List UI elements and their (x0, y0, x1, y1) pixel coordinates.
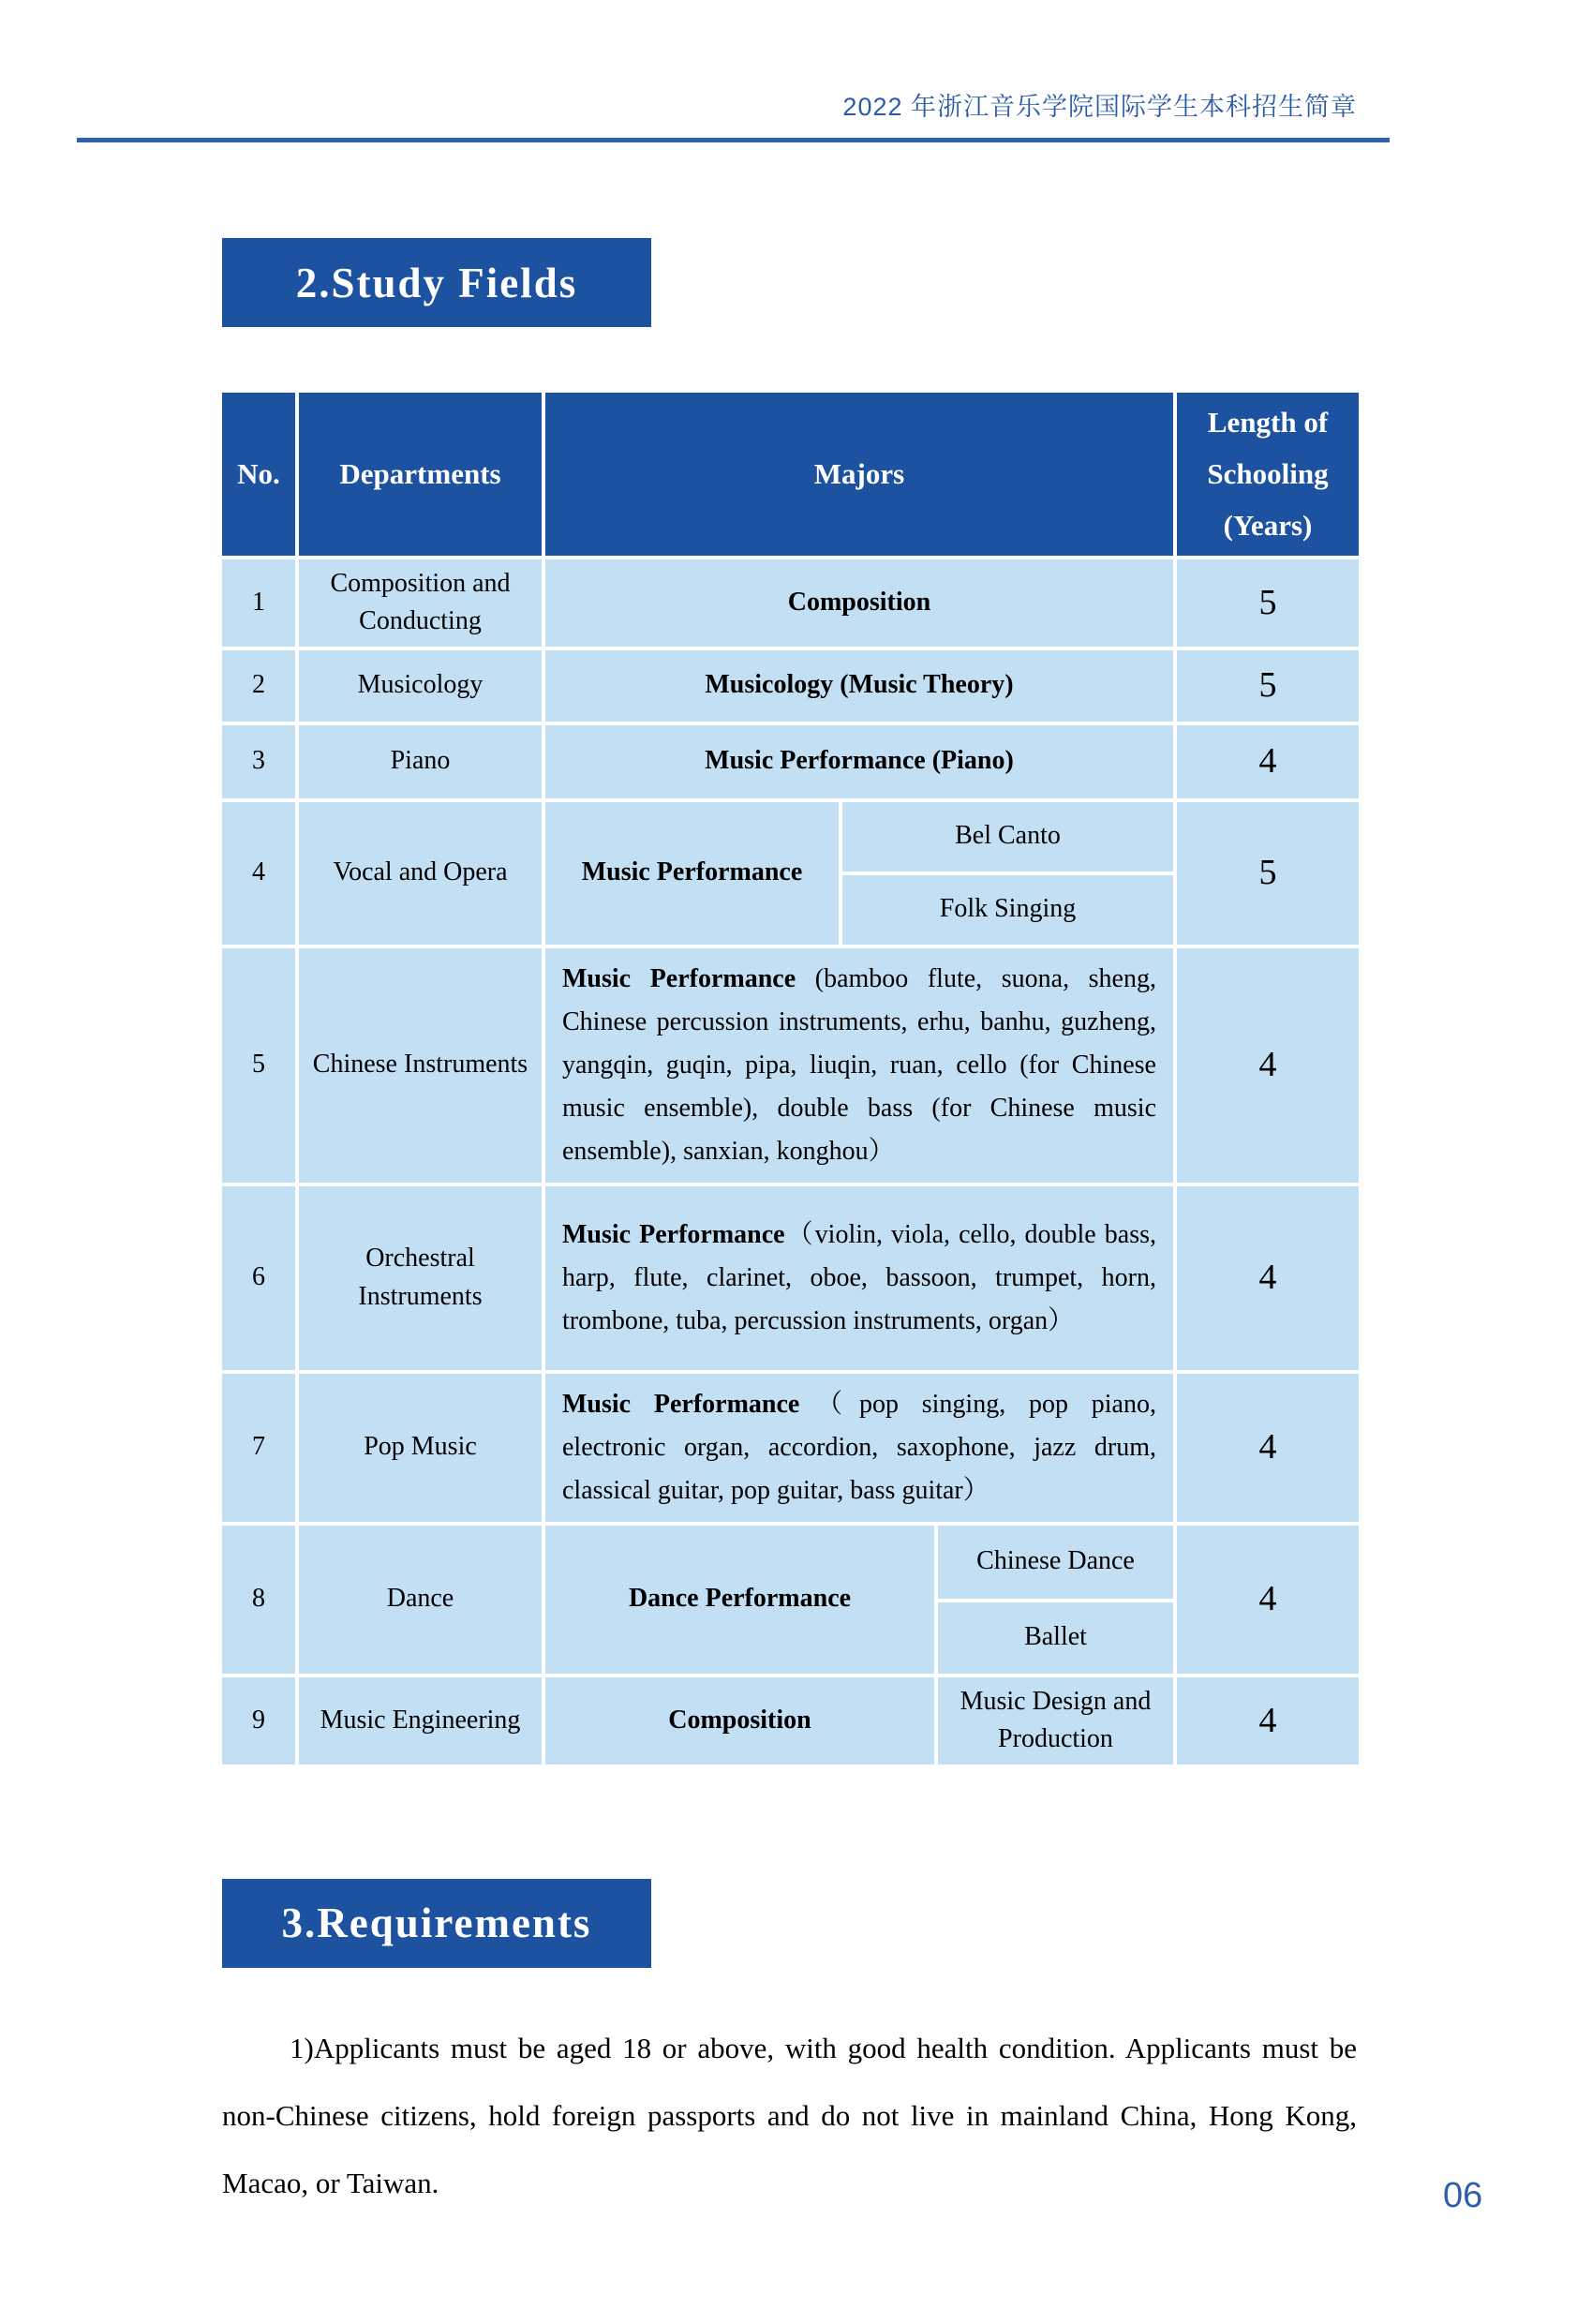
cell-major (543, 946, 1175, 1184)
table-row (220, 1524, 1361, 1601)
cell-years: 5 (1175, 558, 1361, 648)
cell-sub-major: Chinese Dance (936, 1524, 1175, 1601)
table-row (220, 558, 1361, 648)
cell-sub-major: Bel Canto (841, 800, 1175, 873)
cell-years: 5 (1175, 648, 1361, 723)
major-name: Composition (668, 1706, 811, 1735)
table-row (220, 1676, 1361, 1766)
section-heading-study-fields: 2.Study Fields (295, 259, 578, 306)
cell-years: 5 (1175, 800, 1361, 946)
table-row (220, 1184, 1361, 1372)
col-header-length: Length of Schooling (Years) (1175, 391, 1361, 558)
cell-department: Piano (297, 723, 543, 800)
table-header-row (220, 391, 1361, 558)
cell-no: 4 (220, 800, 297, 946)
cell-no: 2 (220, 648, 297, 723)
cell-years: 4 (1175, 1184, 1361, 1372)
cell-department: Pop Music (297, 1372, 543, 1524)
major-name: Music Performance (581, 857, 803, 887)
major-name: Musicology (Music Theory) (705, 670, 1014, 700)
cell-years: 4 (1175, 1524, 1361, 1676)
section-heading-requirements: 3.Requirements (281, 1899, 592, 1947)
header-rule (77, 138, 1390, 142)
major-name: Music Performance (Piano) (705, 746, 1014, 776)
table-row (220, 648, 1361, 723)
table-row (220, 1372, 1361, 1524)
major-name: Dance Performance (628, 1584, 852, 1614)
requirements-paragraph: 1)Applicants must be aged 18 or above, with good health condition. Applicants must be non-Chinese citizens, hold foreign passports and do not live in mainland China, Hong Kong, Macao, or Taiwan. (222, 2031, 1357, 2199)
cell-no: 7 (220, 1372, 297, 1524)
major-detail: (bamboo flute, suona, sheng, Chinese percussion instruments, erhu, banhu, guzheng, yangqin, guqin, pipa, liuqin, ruan, cello (for Chinese music ensemble), double bass (for Chinese music ensemble), sanxian, konghou） (562, 963, 1156, 1166)
running-header-title: 2022 年浙江音乐学院国际学生本科招生简章 (842, 93, 1357, 121)
cell-major (543, 723, 1175, 800)
major-name: Music Performance (562, 963, 796, 993)
cell-department: Musicology (297, 648, 543, 723)
cell-major (543, 1676, 936, 1766)
cell-sub-major: Folk Singing (841, 873, 1175, 946)
table-row (220, 800, 1361, 873)
major-detail: （violin, viola, cello, double bass, harp, flute, clarinet, oboe, bassoon, trumpet, horn, trombone, tuba, percussion instruments, organ） (562, 1219, 1156, 1335)
cell-department: Music Engineering (297, 1676, 543, 1766)
cell-major (543, 648, 1175, 723)
major-name: Composition (787, 587, 931, 617)
cell-years: 4 (1175, 723, 1361, 800)
cell-department: Chinese Instruments (297, 946, 543, 1184)
table-row (220, 946, 1361, 1184)
col-header-majors: Majors (543, 391, 1175, 558)
cell-no: 3 (220, 723, 297, 800)
cell-major (543, 558, 1175, 648)
cell-no: 5 (220, 946, 297, 1184)
major-name: Music Performance (562, 1219, 785, 1249)
page-number: 06 (1443, 2176, 1483, 2215)
cell-no: 6 (220, 1184, 297, 1372)
cell-department: Composition and Conducting (297, 558, 543, 648)
cell-department: Dance (297, 1524, 543, 1676)
cell-department: Vocal and Opera (297, 800, 543, 946)
cell-major (543, 1524, 936, 1676)
major-name: Music Performance (562, 1389, 800, 1419)
section-banner-study-fields (222, 238, 651, 327)
cell-years: 4 (1175, 1372, 1361, 1524)
cell-years: 4 (1175, 1676, 1361, 1766)
cell-sub-major: Ballet (936, 1601, 1175, 1676)
section-banner-requirements (222, 1879, 651, 1968)
cell-major (543, 1184, 1175, 1372)
cell-major (543, 800, 841, 946)
major-detail: （pop singing, pop piano, electronic organ, accordion, saxophone, jazz drum, classical guitar, pop guitar, bass guitar） (562, 1389, 1156, 1505)
cell-years: 4 (1175, 946, 1361, 1184)
table-row (220, 723, 1361, 800)
col-header-departments: Departments (297, 391, 543, 558)
cell-no: 9 (220, 1676, 297, 1766)
cell-department: Orchestral Instruments (297, 1184, 543, 1372)
study-fields-table (218, 389, 1362, 1768)
cell-no: 1 (220, 558, 297, 648)
cell-no: 8 (220, 1524, 297, 1676)
cell-sub-major: Music Design and Production (936, 1676, 1175, 1766)
cell-major (543, 1372, 1175, 1524)
col-header-no: No. (220, 391, 297, 558)
